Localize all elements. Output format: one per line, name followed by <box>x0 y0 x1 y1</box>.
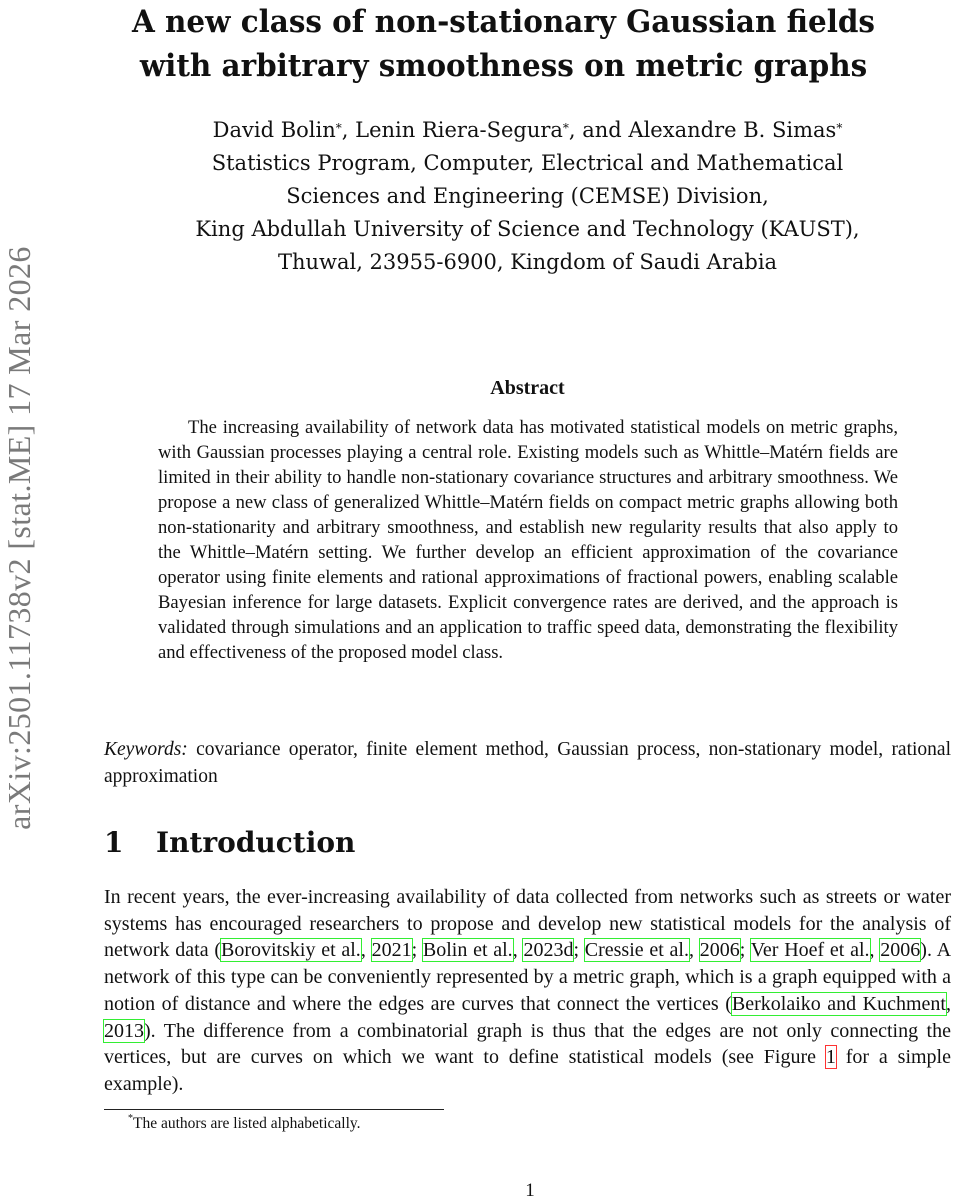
citation-link[interactable]: 2021 <box>371 939 412 962</box>
figure-reference-link[interactable]: 1 <box>825 1046 836 1069</box>
keywords-text: covariance operator, finite element method, Gaussian process, non-stationary model, rational approximation <box>104 739 951 787</box>
author-names: David Bolin*, Lenin Riera-Segura*, and Alexandre B. Simas* <box>212 118 843 142</box>
citation-link[interactable]: Borovitskiy et al. <box>221 939 361 962</box>
section-number: 1 <box>104 826 124 859</box>
author-riera-segura: Lenin Riera-Segura <box>355 118 563 142</box>
citation-link[interactable]: 2013 <box>104 1019 144 1042</box>
citation-link[interactable]: 2023d <box>523 939 574 962</box>
citation-link[interactable]: 2006 <box>699 939 740 962</box>
section-title: Introduction <box>156 826 356 859</box>
author-simas: Alexandre B. Simas <box>628 118 837 142</box>
footnote-marker[interactable]: * <box>562 121 569 135</box>
arxiv-identifier-stamp: arXiv:2501.11738v2 [stat.ME] 17 Mar 2026 <box>1 246 37 830</box>
affiliation-line: King Abdullah University of Science and Technology (KAUST), <box>195 217 860 241</box>
author-bolin: David Bolin <box>212 118 336 142</box>
paper-title <box>60 0 947 88</box>
introduction-paragraph: In recent years, the ever-increasing availability of data collected from networks such as streets or water systems has encouraged researchers to propose and develop new statistical models for the analysis of network data (Borovitskiy et al., 2021; Bolin et al., 2023d; Cressie et al., 2006; Ver Hoef et al., 2006). A network of this type can be conveniently represented by a metric graph, which is a graph equipped with a notion of distance and where the edges are curves that connect the vertices (Berkolaiko and Kuchment, 2013). The difference from a combinatorial graph is thus that the edges are not only connecting the vertices, but are curves on which we want to define statistical models (see Figure 1 for a simple example). <box>104 886 952 1095</box>
citation-link[interactable]: Ver Hoef et al. <box>750 939 870 962</box>
footnote-marker[interactable]: * <box>335 121 342 135</box>
citation-link[interactable]: Bolin et al. <box>422 939 513 962</box>
affiliation-line: Thuwal, 23955-6900, Kingdom of Saudi Arabia <box>277 250 778 274</box>
citation-link[interactable]: Berkolaiko and Kuchment <box>731 992 946 1015</box>
footnote-text: The authors are listed alphabetically. <box>133 1115 361 1132</box>
keywords-label: Keywords: <box>104 739 188 760</box>
page-number: 1 <box>525 1180 535 1201</box>
author-block <box>110 114 945 279</box>
citation-link[interactable]: Cressie et al. <box>584 939 689 962</box>
keywords <box>104 737 951 790</box>
abstract-text: The increasing availability of network data has motivated statistical models on metric graphs, with Gaussian processes playing a central role. Existing models such as Whittle–Matérn fields are limited in their ability to handle non-stationary covariance structures and arbitrary smoothness. We propose a new class of generalized Whittle–Matérn fields on compact metric graphs allowing both non-stationarity and arbitrary smoothness, and establish new regularity results that also apply to the Whittle–Matérn setting. We further develop an efficient approximation of the covariance operator using finite elements and rational approximations of fractional powers, enabling scalable Bayesian inference for large datasets. Explicit convergence rates are derived, and the approach is validated through simulations and an application to traffic speed data, demonstrating the flexibility and effectiveness of the proposed model class. <box>158 417 898 663</box>
title-line-1: A new class of non-stationary Gaussian fields <box>131 4 876 40</box>
abstract-heading: Abstract <box>490 377 565 399</box>
footnote <box>128 1115 361 1133</box>
footnote-marker: * <box>128 1113 133 1124</box>
section-heading-introduction <box>104 826 355 859</box>
title-line-2: with arbitrary smoothness on metric graphs <box>139 48 868 84</box>
affiliation-line: Sciences and Engineering (CEMSE) Division, <box>286 184 769 208</box>
footnote-divider <box>104 1109 444 1110</box>
citation-link[interactable]: 2006 <box>880 939 921 962</box>
affiliation-line: Statistics Program, Computer, Electrical and Mathematical <box>211 151 844 175</box>
footnote-marker[interactable]: * <box>836 121 843 135</box>
